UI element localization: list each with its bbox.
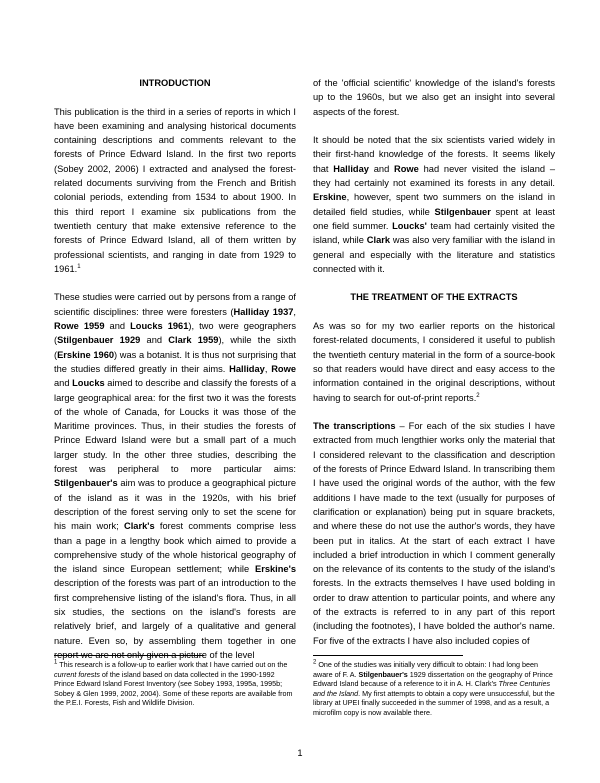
left-column (54, 76, 296, 662)
page-number: 1 (297, 748, 303, 758)
footnote-rule (313, 655, 463, 656)
treatment-heading: THE TREATMENT OF THE EXTRACTS (350, 292, 518, 303)
scientists-paragraph: It should be noted that the six scientists varied widely in their first-hand knowledge of the forests. It seems likely that Halliday and Rowe had never visited the island – they had certainly not examined its forests in any detail. Erskine, however, spent two summers on the island in detailed field studies, while Stilgenbauer spent at least one field summer. Loucks' team had certainly visited the island, while Clark was also very familiar with the island in general and especially with the literature and statistics connected with it. (313, 135, 555, 274)
transcriptions-lead: The transcriptions (313, 421, 396, 432)
introduction-heading: INTRODUCTION (139, 78, 211, 88)
source-book-paragraph: As was so for my two earlier reports on the historical forest-related documents, I considered it useful to publish the twentieth century material in the form of a source-book so that readers would have direct and easy access to the information contained in the original descriptions, without having to search for out-of-print reports.$^2$ (313, 321, 555, 403)
right-column (313, 76, 555, 648)
footnote-1: $^1$ This research is a follow-up to earlier work that I have carried out on the current forests of the island based on data collected in the 1990-1992 Prince Edward Island Forest Inventory (see Sobey 1993, 1995a, 1995b; Sobey & Glen 1999, 2002, 2004). Some of these reports are available from the P.E.I. Forests, Fish and Wildlife Division. (54, 655, 296, 708)
footnote-rule (54, 655, 204, 656)
footnote-2: $^2$ One of the studies was initially very difficult to obtain: I had long been aware of F. A. Stilgenbauer's 1929 dissertation on the geography of Prince Edward Island because of a reference to it in A. H. Clark's Three Centuries and the Island. My first attempts to obtain a copy were unsuccessful, but the library at UPEI finally succeeded in the summer of 1998, and as a result, a microfilm copy is now available there. (313, 655, 555, 717)
transcriptions-paragraph: The transcriptions – For each of the six studies I have extracted from much lengthier works only the material that I considered relevant to the classification and description of the forests of Prince Edward Island. In transcribing them I have used the original words of the author, with the few additions I have made to the text (usually for purposes of clarification or explanation) being put in square brackets, and where these do not use the author's words, they have been put in italics. At the start of each extract I have included a brief introduction in which I comment generally on the relevance of its contents to the study of the island's forests. In the extracts themselves I have used bolding in order to draw attention to particular points, and where any of the extracts is referred to in any part of this report (including the footnotes), I have bolded the author's name. For five of the extracts I have also included copies of (313, 421, 555, 646)
continued-paragraph: of the 'official scientific' knowledge of the island's forests up to the 1960s, but we also get an insight into several aspects of the forest. (313, 78, 555, 117)
intro-paragraph-2: These studies were carried out by persons from a range of scientific disciplines: three were foresters (Halliday 1937, Rowe 1959 and Loucks 1961), two were geographers (Stilgenbauer 1929 and Clark 1959), while the sixth (Erskine 1960) was a botanist. It is thus not surprising that the studies differed greatly in their aims. Halliday, Rowe and Loucks aimed to describe and classify the forests of a large geographical area: for the first two it was the forests of the whole of Canada, for Loucks it was those of the Maritime provinces. Thus, in their studies the forests of Prince Edward Island were but a small part of a much larger study. In the other three studies, describing the forest was peripheral to more particular aims: Stilgenbauer's aim was to produce a geographical picture of the island as it was in the 1920s, with his brief description of the forest serving only to set the scene for his main work; Clark's forest comments comprise less than a page in a lengthy book which aimed to provide a comprehensive study of the whole historical geography of the island since European settlement; while Erskine's description of the forests was part of an introduction to the first comprehensive listing of the island's flora. Thus, in all six studies, the sections on the island's forests are relatively brief, and largely of a qualitative and general nature. Even so, by assembling them together in one report we are not only given a picture of the level (54, 292, 297, 660)
footnote-ref-1: 1 (77, 263, 81, 270)
intro-paragraph-1: This publication is the third in a series of reports in which I have been examining and analysing historical documents containing descriptions and comments relevant to the forests of Prince Edward Island. In the first two reports (Sobey 2002, 2006) I extracted and analysed the forest-related documents surviving from the French and British colonial periods, extending from 1534 to about 1900. In this third report I examine six publications from the twentieth century that make extensive reference to the forests of Prince Edward Island, all of them written by professional scientists, and ranging in date from 1929 to 1961.$^1$ (54, 106, 296, 274)
footnote-ref-2: 2 (476, 392, 480, 399)
